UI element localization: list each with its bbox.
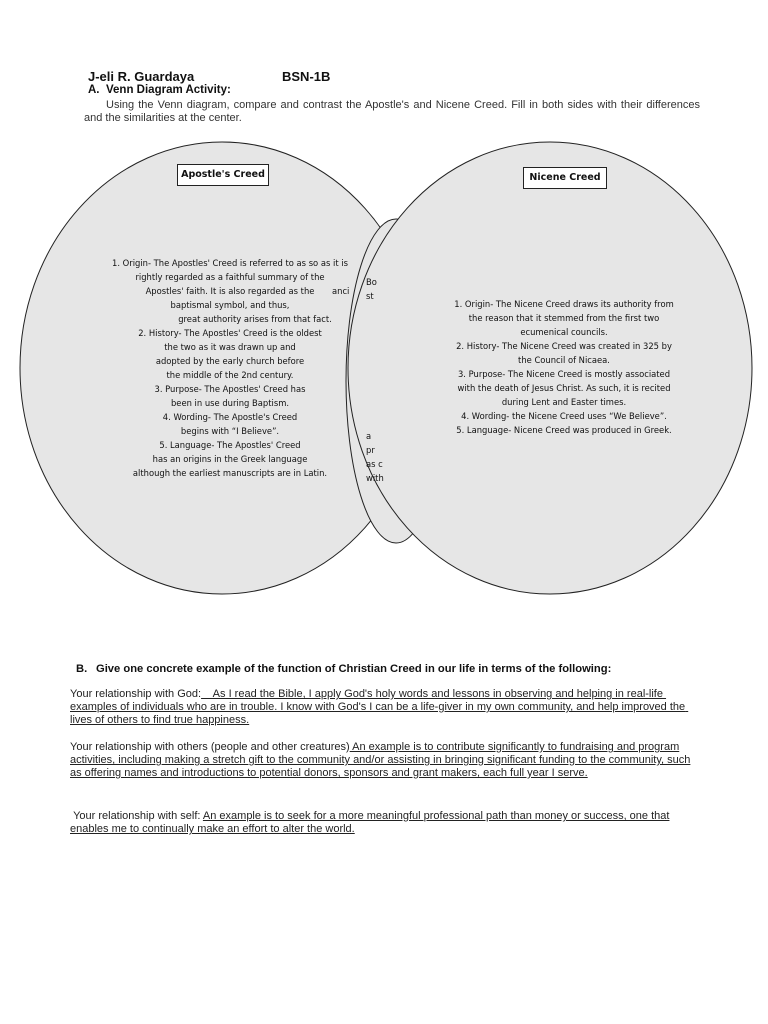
apostles-creed-points	[92, 256, 368, 480]
venn-middle-text	[366, 275, 386, 485]
course-code: BSN-1B	[282, 69, 331, 84]
relationship-with-god	[70, 688, 692, 727]
venn-left-line: been in use during Baptism.	[170, 398, 290, 408]
apostles-creed-title: Apostle's Creed	[177, 164, 269, 186]
venn-right-line: with the death of Jesus Christ. As such, it is recited	[457, 383, 671, 393]
relationship-label: Your relationship with others (people and other creatures)	[70, 741, 350, 753]
relationship-with-others	[70, 741, 692, 780]
venn-middle-fragment	[366, 359, 386, 373]
venn-middle-fragment	[366, 317, 386, 331]
section-b-letter: B.	[76, 663, 88, 675]
venn-left-line: the two as it was drawn up and	[164, 342, 296, 352]
venn-left-line: 2. History- The Apostles' Creed is the oldest	[138, 328, 322, 338]
section-a-letter: A.	[88, 84, 100, 96]
venn-right-line: ecumenical councils.	[520, 327, 608, 337]
student-name: J-eli R. Guardaya	[88, 69, 195, 84]
nicene-creed-title: Nicene Creed	[523, 167, 607, 189]
relationship-label: Your relationship with self:	[70, 810, 203, 822]
venn-middle-fragment: a	[366, 431, 372, 441]
venn-left-line: has an origins in the Greek language	[152, 454, 308, 464]
venn-left-line: great authority arises from that fact.	[178, 314, 332, 324]
venn-right-line: during Lent and Easter times.	[501, 397, 627, 407]
venn-middle-fragment: with	[366, 473, 384, 483]
section-b-heading	[76, 663, 736, 675]
venn-left-line: rightly regarded as a faithful summary of the	[135, 272, 325, 282]
section-b-title: Give one concrete example of the function of Christian Creed in our life in terms of the following:	[96, 663, 612, 675]
venn-left-line: the middle of the 2nd century.	[166, 370, 294, 380]
venn-left-fragment: anci	[332, 286, 350, 296]
venn-left-line: 5. Language- The Apostles' Creed	[159, 440, 301, 450]
venn-left-line: Apostles' faith. It is also regarded as the anci	[145, 286, 350, 296]
venn-middle-fragment: as c	[366, 459, 383, 469]
venn-middle-fragment: st	[366, 291, 374, 301]
venn-right-line: 5. Language- Nicene Creed was produced in Greek.	[456, 425, 672, 435]
venn-middle-fragment	[366, 303, 386, 317]
venn-middle-fragment	[366, 415, 386, 429]
relationship-answer: An example is to seek for a more meaningful professional path than money or success, one that enables me to continually make an effort to alter the world.	[70, 810, 670, 835]
venn-middle-fragment	[366, 331, 386, 345]
venn-middle-fragment	[366, 345, 386, 359]
venn-left-line: baptismal symbol, and thus,	[170, 300, 290, 310]
venn-left-line: although the earliest manuscripts are in Latin.	[132, 468, 328, 478]
relationship-label: Your relationship with God:	[70, 688, 202, 700]
venn-left-line: 4. Wording- The Apostle's Creed	[162, 412, 298, 422]
venn-middle-fragment	[366, 387, 386, 401]
venn-middle-fragment	[366, 373, 386, 387]
relationship-answer: An example is to contribute significantly to fundraising and program activities, including making a stretch gift to the community and/or assisting in bringing significant funding to the community, such as offering names and introductions to potential donors, sponsors and grant makers, each full year I serve.	[70, 741, 691, 779]
venn-middle-fragment: Bo	[366, 277, 377, 287]
section-a-title: Venn Diagram Activity:	[106, 84, 231, 96]
venn-middle-fragment: pr	[366, 445, 375, 455]
venn-right-line: 2. History- The Nicene Creed was created in 325 by	[456, 341, 672, 351]
venn-left-line: 1. Origin- The Apostles' Creed is referred to as so as it is	[112, 258, 348, 268]
venn-right-line: 3. Purpose- The Nicene Creed is mostly associated	[457, 369, 671, 379]
venn-left-line: 3. Purpose- The Apostles' Creed has	[154, 384, 306, 394]
venn-right-line: the reason that it stemmed from the first two	[468, 313, 660, 323]
relationship-with-self	[70, 810, 692, 836]
venn-left-line: adopted by the early church before	[155, 356, 305, 366]
venn-right-line: 1. Origin- The Nicene Creed draws its authority from	[454, 299, 674, 309]
section-a-instructions: Using the Venn diagram, compare and contrast the Apostle's and Nicene Creed. Fill in both sides with their differences and the similarities at the center.	[84, 99, 700, 124]
venn-middle-fragment	[366, 401, 386, 415]
venn-right-line: the Council of Nicaea.	[518, 355, 610, 365]
venn-right-line: 4. Wording- the Nicene Creed uses “We Believe”.	[461, 411, 667, 421]
venn-left-line: begins with “I Believe”.	[180, 426, 280, 436]
relationship-answer: As I read the Bible, I apply God's holy words and lessons in observing and helping in real-life examples of individuals who are in trouble. I know with God's I can be a life-giver in my own community, and help improved the lives of others to find true happiness.	[70, 688, 689, 726]
nicene-creed-points	[438, 297, 690, 437]
